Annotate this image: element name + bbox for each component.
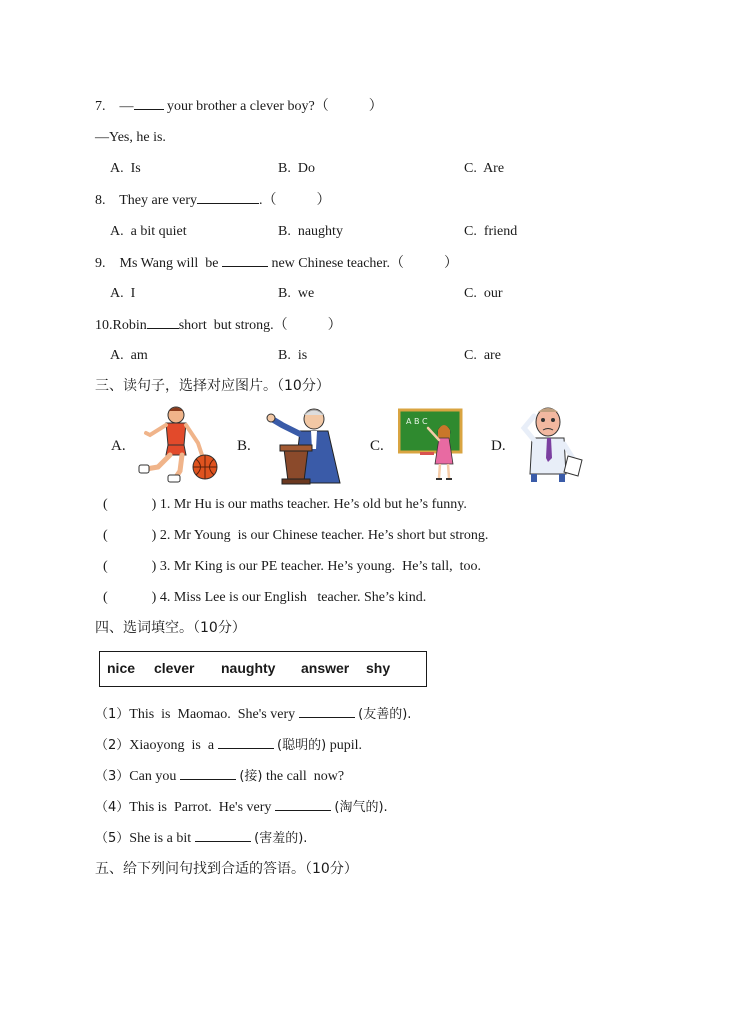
- paren-close: ): [151, 497, 157, 512]
- chinese-hint: (友善的).: [358, 707, 412, 722]
- question-8-options: [110, 223, 650, 241]
- picture-label-c: C.: [370, 438, 384, 454]
- section-4-item-3: [95, 767, 344, 786]
- question-7-options: [110, 160, 650, 178]
- question-9-options: [110, 285, 650, 303]
- english-teacher-picture: [398, 408, 464, 482]
- paren-open: (: [103, 559, 108, 574]
- section-4-item-5: [95, 829, 307, 848]
- question-7: [95, 97, 383, 116]
- question-text: They are very: [119, 193, 197, 208]
- answer-blank[interactable]: [134, 97, 164, 110]
- word-bank-word: clever: [154, 660, 195, 676]
- section-4-item-4: [95, 798, 388, 817]
- board-text: A B C: [406, 417, 428, 426]
- word-bank-word: naughty: [221, 660, 276, 676]
- option-b[interactable]: B. is: [278, 348, 308, 363]
- dash: —: [119, 99, 134, 114]
- picture-label-b: B.: [237, 438, 251, 454]
- answer-blank[interactable]: [147, 316, 179, 329]
- item-number: （2）: [95, 738, 130, 753]
- basketball-player-picture: [136, 405, 222, 483]
- section-3-title: 三、读句子，选择对应图片。（10分）: [95, 378, 330, 394]
- paren-close: ): [151, 590, 157, 605]
- section-4-item-2: [95, 736, 362, 755]
- sentence-text: 4. Miss Lee is our English teacher. She’s kind.: [159, 590, 427, 605]
- option-a[interactable]: A. am: [110, 348, 148, 363]
- word-bank-word: shy: [366, 660, 391, 676]
- item-text: This is Parrot. He's very: [129, 800, 275, 815]
- option-c[interactable]: C. friend: [464, 224, 518, 239]
- paren-close: ): [151, 559, 157, 574]
- section-3-item-4: [103, 589, 426, 607]
- item-text: Can you: [129, 769, 180, 784]
- item-text: This is Maomao. She's very: [129, 707, 299, 722]
- question-10-options: [110, 347, 650, 365]
- paren-close: ）: [368, 99, 383, 114]
- old-teacher-picture: [264, 405, 352, 485]
- question-text-tail: new Chinese teacher.（: [267, 256, 405, 271]
- answer-blank[interactable]: [275, 798, 331, 811]
- picture-label-a: A.: [111, 438, 126, 454]
- paren-open: (: [103, 497, 108, 512]
- option-c[interactable]: C. Are: [464, 161, 505, 176]
- answer-blank[interactable]: [197, 191, 259, 204]
- paren-open: (: [103, 528, 108, 543]
- option-a[interactable]: A. I: [110, 286, 136, 301]
- option-c[interactable]: C. are: [464, 348, 501, 363]
- paren-open: (: [103, 590, 108, 605]
- question-10: [95, 316, 342, 335]
- chinese-hint: (害羞的).: [254, 831, 308, 846]
- word-bank-box: [99, 651, 427, 687]
- question-7-answer: —Yes, he is.: [95, 130, 166, 145]
- paren-close: ）: [316, 193, 331, 208]
- chinese-hint: (淘气的).: [334, 800, 388, 815]
- chinese-hint: (聪明的): [277, 738, 327, 753]
- question-text-tail: short but strong.（: [178, 318, 288, 333]
- item-number: （5）: [95, 831, 130, 846]
- option-a[interactable]: A. a bit quiet: [110, 224, 187, 239]
- item-text: She is a bit: [129, 831, 195, 846]
- section-5-title: 五、给下列问句找到合适的答语。（10分）: [95, 861, 358, 877]
- item-number: （1）: [95, 707, 130, 722]
- section-4-title: 四、选词填空。（10分）: [95, 620, 246, 636]
- answer-blank[interactable]: [222, 254, 268, 267]
- section-4-item-1: [95, 705, 411, 724]
- answer-blank[interactable]: [195, 829, 251, 842]
- question-number: 8.: [95, 193, 106, 208]
- sentence-text: 1. Mr Hu is our maths teacher. He’s old but he’s funny.: [159, 497, 467, 512]
- option-a[interactable]: A. Is: [110, 161, 141, 176]
- paren-close: ）: [327, 318, 342, 333]
- section-3-item-3: [103, 558, 481, 576]
- chinese-hint: (接): [239, 769, 263, 784]
- answer-blank[interactable]: [180, 767, 236, 780]
- answer-blank[interactable]: [218, 736, 274, 749]
- word-bank-word: nice: [107, 660, 136, 676]
- question-number: 7.: [95, 99, 106, 114]
- puzzled-teacher-picture: [518, 404, 584, 484]
- question-text: Robin: [112, 318, 147, 333]
- sentence-text: 2. Mr Young is our Chinese teacher. He’s short but strong.: [159, 528, 489, 543]
- item-text-tail: pupil.: [326, 738, 362, 753]
- paren-open: .（: [258, 193, 277, 208]
- question-9: [95, 254, 458, 273]
- item-number: （4）: [95, 800, 130, 815]
- question-text: your brother a clever boy?（: [163, 99, 329, 114]
- paren-close: ）: [444, 256, 459, 271]
- item-text-tail: the call now?: [262, 769, 345, 784]
- item-text: Xiaoyong is a: [129, 738, 218, 753]
- question-8: [95, 191, 330, 210]
- option-b[interactable]: B. naughty: [278, 224, 343, 239]
- paren-close: ): [151, 528, 157, 543]
- word-bank-word: answer: [301, 660, 350, 676]
- section-3-item-2: [103, 527, 488, 545]
- question-number: 10.: [95, 318, 113, 333]
- option-b[interactable]: B. Do: [278, 161, 315, 176]
- sentence-text: 3. Mr King is our PE teacher. He’s young. He’s tall, too.: [159, 559, 482, 574]
- section-3-item-1: [103, 496, 467, 514]
- question-text: Ms Wang will be: [119, 256, 222, 271]
- picture-label-d: D.: [491, 438, 506, 454]
- option-c[interactable]: C. our: [464, 286, 503, 301]
- item-number: （3）: [95, 769, 130, 784]
- answer-blank[interactable]: [299, 705, 355, 718]
- option-b[interactable]: B. we: [278, 286, 315, 301]
- question-number: 9.: [95, 256, 106, 271]
